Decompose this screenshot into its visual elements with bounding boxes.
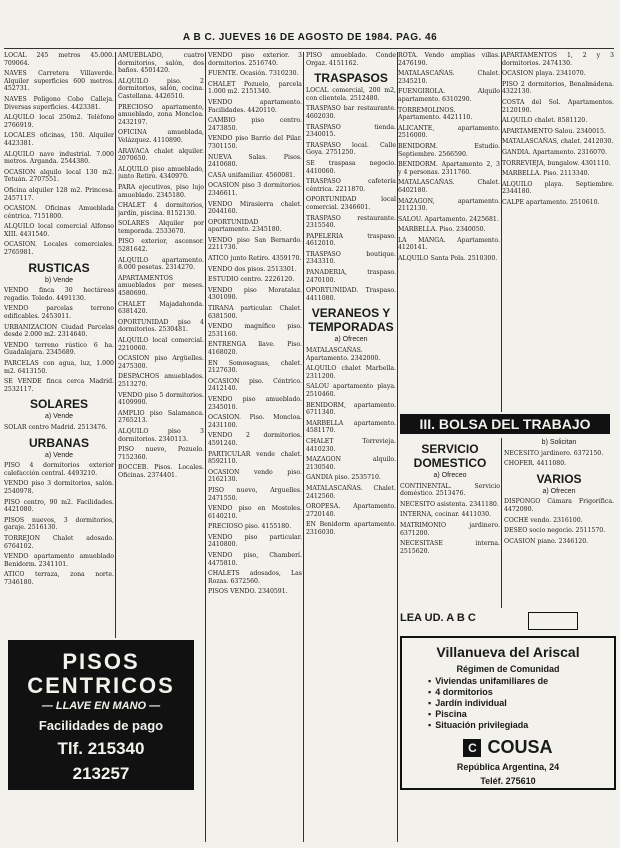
classified-ad: LA MANGA. Apartamento. 4120141. — [398, 236, 500, 252]
classified-ad: MARBELLA. Piso. 2340050. — [398, 226, 486, 234]
classified-ad: TRASPASO cafetería céntrica. 2211870. — [306, 178, 396, 193]
classified-ad: OCASION playa. 2341070. — [502, 70, 586, 78]
classified-ad: APARTAMENTOS 1, 2 y 3 dormitorios. 2474130. — [502, 52, 614, 67]
classified-ad: PAPELERIA traspaso. 4612010. — [306, 232, 396, 248]
classified-ad: COCHE vendo. 2316100. — [504, 516, 583, 524]
ads-group — [208, 52, 302, 596]
classified-ad: PISOS nuevos, 3 dormitorios, garaje. 2516130. — [4, 516, 114, 532]
classified-ad: GANDIA piso. 2535710. — [306, 474, 381, 482]
classified-ad: VENDO piso exterior. 3 dormitorios. 2516740. — [208, 52, 302, 67]
classified-ad: MATALASCAÑAS. Chalet. 6402180. — [398, 179, 500, 194]
classified-ad: NECESITO jardinero. 6372150. — [504, 449, 604, 457]
classified-ad: Oficina alquiler 128 m2. Princesa. 2457117. — [4, 186, 114, 202]
classified-ad: ATICO junto Retiro. 4359170. — [208, 255, 302, 263]
ads-group — [502, 52, 614, 207]
classified-ad: PISO exterior, ascensor. 5281642. — [118, 238, 204, 254]
classified-ad: OCASION alquilo local 130 m2. Tetuán. 2707551. — [4, 168, 114, 184]
ads-group — [4, 424, 114, 432]
subheading: a) Vende — [44, 413, 74, 421]
classified-ad: OCASION piano. 2346120. — [504, 537, 589, 545]
ad-line: Facilidades de pago — [38, 718, 164, 733]
column-4 — [306, 52, 396, 842]
classified-ad: VENDO piso amueblado. 2345010. — [208, 395, 302, 411]
classified-ad: NECESITASE interna. 2515620. — [400, 540, 500, 555]
classified-ad: ATICO terraza, zona norte. 7346180. — [4, 571, 114, 586]
ad-subtitle: Régimen de Comunidad — [456, 664, 560, 674]
classified-ad: BENIDORM. Estudio. Septiembre. 2566590. — [398, 142, 500, 158]
classified-ad: TRASPASO bar restaurante. 4602030. — [306, 105, 396, 120]
classified-ad: LOCAL comercial, 200 m2, con clientela. 2512480. — [306, 87, 396, 102]
classified-ad: ALQUILO piso. 2 dormitorios, salón, cocina. Castellana. 4426510. — [118, 77, 204, 100]
ad-phone: Tlf. 215340 — [57, 739, 145, 758]
classified-ad: ALQUILO local comercial Alfonso XIII. 4431540. — [4, 223, 114, 238]
classified-ad: SALOU. Apartamento. 2425681. — [398, 215, 499, 223]
classified-ad: BENIDORM, apartamento. 6711340. — [306, 401, 396, 417]
column-rule — [501, 438, 502, 608]
classified-ad: CASA unifamiliar. 4560081. — [208, 171, 296, 179]
classified-ad: VENDO apartamento. Facilidades. 4420110. — [208, 98, 302, 114]
classified-ad: OROPESA. Apartamento. 2720140. — [306, 503, 396, 518]
classified-ad: VENDO piso 5 dormitorios. 4109990. — [118, 391, 204, 407]
classified-ad: VENDO terreno rústico 6 ha. Guadalajara. 2345689. — [4, 341, 114, 357]
classified-ad: APARTAMENTOS amueblados por meses. 4580690. — [118, 274, 204, 298]
classified-ad: OFICINA amueblada, Velázquez. 4110890. — [118, 129, 204, 144]
section-heading-varios: VARIOS — [536, 471, 582, 486]
classified-ad: ALQUILO chalet Marbella. 2311200. — [306, 365, 396, 380]
classified-ad: TORREVIEJA, bungalow. 4301110. — [502, 159, 611, 167]
classified-ad: VENDO 2 dormitorios. 4591240. — [208, 432, 302, 447]
company-phone: Teléf. 275610 — [480, 776, 536, 786]
classified-ad: PISO 4 dormitorios exterior calefacción central. 4493210. — [4, 462, 114, 477]
classified-ad: FUENTE. Ocasión. 7310230. — [208, 70, 299, 78]
ads-group — [504, 498, 614, 545]
classified-ad: ALICANTE, apartamento. 2516000. — [398, 124, 500, 140]
classified-ad: CHALET Torrevieja. 4410230. — [306, 437, 396, 453]
classified-ad: MATRIMONIO jardinero. 6371200. — [400, 521, 500, 537]
subheading: a) Ofrecen — [334, 336, 368, 344]
ad-phone: 213257 — [72, 764, 130, 783]
classified-ad: OPORTUNIDAD local comercial. 2346601. — [306, 196, 396, 211]
classified-ad: NUEVA Salas. Pisos. 2410680. — [208, 153, 302, 169]
classified-ad: VENDO piso, Chamberí. 4475810. — [208, 552, 302, 567]
classified-ad: ESTUDIO centro. 2226120. — [208, 276, 295, 284]
classified-ad: PARTICULAR vende chalet. 8592110. — [208, 450, 302, 466]
subheading: b) Vende — [44, 276, 74, 284]
classified-ad: PISO nuevo, Arguelles. 2471550. — [208, 486, 302, 502]
classified-ad: INTERNA, cocinar. 4411030. — [400, 511, 492, 519]
classified-ad: VENDO apartamento amueblado Benidorm. 2341101. — [4, 553, 114, 568]
classified-ad: TRASPASO tienda. 2340015. — [306, 123, 396, 139]
ads-group — [4, 462, 114, 586]
classified-ad: MARBELLA apartamento. 4581170. — [306, 419, 396, 435]
ads-group — [306, 52, 396, 67]
company-address: República Argentina, 24 — [456, 762, 560, 772]
ads-group — [306, 87, 396, 302]
classified-ad: PARCELAS con agua, luz, 1.000 m2. 6413150. — [4, 360, 114, 375]
classified-ad: CALPE apartamento. 2510610. — [502, 198, 600, 206]
classified-ad: PRECIOSO apartamento, amueblado, zona Moncloa. 2432197. — [118, 103, 204, 126]
section-heading-urbanas: URBANAS — [29, 435, 89, 450]
classified-ad: APARTAMENTO Salou. 2340015. — [502, 127, 606, 135]
classified-ad: OCASION piso Argüelles. 2475300. — [118, 355, 204, 370]
classified-ad: MAZAGON, apartamento. 2112130. — [398, 197, 500, 213]
classified-ad: OCASION vendo piso. 2162130. — [208, 468, 302, 484]
ad-line: PISOS — [62, 649, 140, 674]
classified-ad: OPORTUNIDAD. Traspaso. 4411080. — [306, 287, 396, 302]
classified-ad: VENDO piso San Bernardo. 2211730. — [208, 236, 302, 252]
classified-ad: PANADERIA, traspaso. 2470100. — [306, 269, 396, 284]
subheading: a) Ofreceo — [433, 472, 467, 479]
classified-ad: EN Benidorm apartamento. 2316030. — [306, 521, 396, 536]
classified-ad: AMPLIO piso Salamanca. 2765213. — [118, 409, 204, 425]
classified-ad: ALQUILO piso amueblado, junto Retiro. 4340970. — [118, 165, 204, 181]
ad-line: CENTRICOS — [27, 673, 175, 698]
classified-ad: VENDO piso particular. 2410800. — [208, 533, 302, 549]
section-heading-solares: SOLARES — [29, 397, 88, 412]
ads-group — [4, 52, 114, 257]
ads-group — [504, 450, 614, 468]
feature-item: ▪ Viviendas unifamiliares de — [428, 676, 614, 687]
classified-ad: CAMBIO piso centro. 2473850. — [208, 117, 302, 132]
column-rule — [303, 52, 304, 842]
classified-ad: VENDO dos pisos. 2513301. — [208, 265, 297, 273]
classified-ad: COSTA del Sol. Apartamentos. 2120190. — [502, 98, 614, 114]
classified-ad: SOLARES Alquiler por temporada. 2533670. — [118, 220, 204, 235]
ads-group — [400, 483, 500, 556]
page-header — [0, 4, 620, 43]
classified-ad: ALQUILO Santa Pola. 2510300. — [398, 255, 498, 263]
classified-ad: DISPONGO Cámara Frigorífica. 4472090. — [504, 498, 614, 513]
ad-title: Villanueva del Ariscal — [436, 644, 580, 660]
subheading: b) Solicitan — [541, 439, 577, 446]
classified-ad: EN Somosaguas, chalet. 2127630. — [208, 359, 302, 375]
classified-ad: BOCCEB. Pisos. Locales. Oficinas. 2374401. — [118, 464, 204, 479]
classified-ad: CHALET Majadahonda. 6381420. — [118, 300, 204, 316]
classified-ad: DESPACHOS amueblados. 2513270. — [118, 373, 204, 388]
column-5 — [398, 52, 500, 410]
header-title: A B C. JUEVES 16 DE AGOSTO DE 1984. PAG. 46 — [182, 32, 438, 43]
classified-ad: ALQUILO piso 3 dormitorios. 2340113. — [118, 427, 204, 443]
classified-ad: TORREJON Chalet adosado. 6764102. — [4, 534, 114, 550]
ad-features — [428, 676, 614, 731]
classified-ad: VENDO piso 3 dormitorios, salón. 2540978. — [4, 480, 114, 495]
column-6 — [502, 52, 614, 410]
classified-ad: LOCALES oficinas, 150. Alquiler 4423381. — [4, 132, 114, 147]
classified-ad: PRECIOSO piso. 4155180. — [208, 523, 292, 531]
classified-ad: MARBELLA. Piso. 2113340. — [502, 170, 590, 178]
classified-ad: TIRANA particular. Chalet. 6381500. — [208, 305, 302, 320]
lea-box — [528, 612, 578, 630]
classified-ad: MAZAGON alquilo. 2130540. — [306, 456, 396, 471]
classified-ad: CHOFER. 4411080. — [504, 460, 567, 468]
classified-ad: MATALASCAÑAS, chalet. 2412030. — [502, 138, 614, 146]
classified-ad: OPORTUNIDAD piso 4 dormitorios. 2530481. — [118, 318, 204, 334]
classified-ad: ENTRENGA llave. Piso. 4168020. — [208, 341, 302, 356]
column-rule — [115, 52, 116, 638]
classified-ad: VENDO piso Moratalaz. 4301090. — [208, 286, 302, 302]
company-name: COUSA — [487, 737, 553, 757]
classified-ad: ALQUILO playa. Septiembre. 2344180. — [502, 180, 614, 196]
classified-ad: TRASPASO restaurante. 2315540. — [306, 214, 396, 230]
cousa-logo — [448, 737, 568, 758]
feature-item: ▪ 4 dormitorios — [428, 687, 614, 698]
classified-ad: ALQUILO nave industrial. 7.000 metros. Arganda. 2544380. — [4, 150, 114, 166]
classified-ad: CONTINENTAL. Servicio doméstico. 2513476. — [400, 482, 500, 498]
classified-ad: ARAVACA chalet alquiler. 2070650. — [118, 147, 204, 163]
classified-ad: SE VENDE finca cerca Madrid. 2532117. — [4, 378, 114, 393]
classified-ad: OCASION. Piso. Moncloa. 2431100. — [208, 414, 302, 429]
classified-ad: VENDO magnífico piso. 2531160. — [208, 323, 302, 338]
column-2 — [118, 52, 204, 842]
section-heading-servicio: SERVICIO DOMESTICO — [413, 442, 487, 470]
classified-ad: MATALASCAÑAS. Chalet. 2345210. — [398, 70, 500, 85]
classified-ad: PISOS VENDO. 2340591. — [208, 588, 288, 596]
classified-ad: SALOU apartamento playa. 2510460. — [306, 383, 396, 398]
classified-ad: OCASION. Oficinas Amueblada céntrica. 7151800. — [4, 205, 114, 220]
classified-ad: PISO 2 dormitorios, Benalmádena. 4322130. — [502, 80, 614, 96]
classified-ad: VENDO finca 30 hectáreas regadío. Toledo. 4491130. — [4, 287, 114, 302]
villanueva-ad — [400, 636, 616, 790]
classified-ad: OCASION piso. Céntrico. 2412140. — [208, 377, 302, 393]
section-heading-traspasos: TRASPASOS — [314, 71, 388, 86]
classified-ad: PISO amueblado. Conde Orgaz. 4151162. — [306, 52, 396, 67]
classified-ad: FUENGIROLA. Alquilo apartamento. 6310290. — [398, 88, 500, 103]
classified-ad: VENDO piso Barrio del Pilar. 7301150. — [208, 135, 302, 150]
classified-ad: ALQUILO local 250m2. Teléfono 2766919. — [4, 114, 114, 129]
ads-group — [306, 347, 396, 536]
classified-ad: PISO centro, 90 m2. Facilidades. 4421080. — [4, 498, 114, 514]
classified-ad: NECESITO asistenta. 2341180. — [400, 500, 499, 508]
classified-ad: OCASION piso 3 dormitorios. 2346611. — [208, 182, 302, 197]
servicio-domestico-column — [400, 438, 500, 608]
classified-ad: BENIDORM. Apartamento 2, 3 y 4 personas. 2311760. — [398, 161, 500, 176]
classified-ad: URBANIZACION Ciudad Parcelas desde 2.000 m2. 2314640. — [4, 323, 114, 339]
section-heading-rusticas: RUSTICAS — [28, 260, 90, 275]
classified-ad: VENDO piso en Mostoles. 6140210. — [208, 505, 302, 520]
column-1 — [4, 52, 114, 642]
solicitan-column — [504, 438, 614, 608]
classified-ad: VENDO Mirasierra chalet. 2044160. — [208, 200, 302, 216]
bolsa-del-trabajo-heading: III. BOLSA DEL TRABAJO — [400, 414, 610, 434]
classified-ad: SOLAR centro Madrid. 2513476. — [4, 423, 108, 431]
classified-ad: CHALETS adosados, Las Rozas. 6372560. — [208, 570, 302, 585]
classified-ad: OPORTUNIDAD apartamento. 2345180. — [208, 218, 282, 234]
header-rule — [4, 48, 614, 49]
ad-line: — LLAVE EN MANO — — [41, 700, 161, 712]
ads-group — [118, 52, 204, 480]
subheading: a) Ofrecen — [542, 487, 576, 495]
classified-ad: TRASPASO local. Calle Goya. 2751250. — [306, 141, 396, 157]
cousa-logo-icon: C — [463, 739, 481, 757]
lea-text: LEA UD. A B C — [400, 612, 476, 624]
classified-ad: TORREMOLINOS. Apartamento. 4421110. — [398, 106, 473, 122]
classified-ad: PARA ejecutivos, piso lujo amueblado. 2345180. — [118, 183, 204, 199]
classified-ad: AMUEBLADO, cuatro dormitorios, salón, dos baños. 4501420. — [118, 52, 204, 75]
classified-ad: SE traspasa negocio. 4410060. — [306, 159, 396, 175]
feature-item: ▪ Jardín individual — [428, 698, 614, 709]
classified-ad: MATALASCAÑAS. Chalet. 2412560. — [306, 484, 396, 500]
ads-group — [4, 287, 114, 393]
classified-ad: MATALASCAÑAS. Apartamento. 2342000. — [306, 347, 381, 362]
classified-ad: ALQUILO local comercial. 2210060. — [118, 337, 204, 352]
column-rule — [205, 52, 206, 842]
classified-ad: TRASPASO boutique. 2343310. — [306, 250, 396, 266]
feature-item: ▪ Situación privilegiada — [428, 720, 614, 731]
classified-ad: CHALET Pozuelo, parcela 1.000 m2. 2151340. — [208, 80, 302, 96]
feature-item: ▪ Piscina — [428, 709, 614, 720]
classified-ad: NAVES Polígono Cobo Calleja. Diversas superficies. 4423381. — [4, 95, 114, 111]
classified-ad: PISO nuevo, Pozuelo. 7152360. — [118, 446, 204, 461]
classified-ad: VENDO parcelas terreno edificables. 2453011. — [4, 305, 114, 321]
classified-ad: ALQUILO apartamento. 8.000 pesetas. 2314270. — [118, 256, 204, 272]
classified-ad: ALQUILO chalet. 8581120. — [502, 117, 588, 125]
lea-abc — [400, 612, 580, 630]
classified-ad: OCASION. Locales comerciales. 2765981. — [4, 241, 114, 257]
classified-ad: CHALET 4 dormitorios, jardín, piscina. 8152130. — [118, 202, 204, 217]
classified-ad: DESEO socio negocio. 2511570. — [504, 527, 606, 535]
classified-ad: ROTA. Vendo amplias villas. 2476190. — [398, 52, 500, 67]
section-heading-veraneos: VERANEOS Y TEMPORADAS — [308, 306, 394, 335]
subheading: a) Vende — [44, 451, 74, 459]
classified-ad: LOCAL 245 metros 45.000. 709064. — [4, 52, 114, 67]
ads-group — [398, 52, 500, 263]
classified-ad: GANDIA. Apartamento. 2316070. — [502, 148, 607, 156]
column-3 — [208, 52, 302, 842]
classified-ad: NAVES Carretera Villaverde. Alquiler superficies 600 metros. 452731. — [4, 70, 114, 93]
